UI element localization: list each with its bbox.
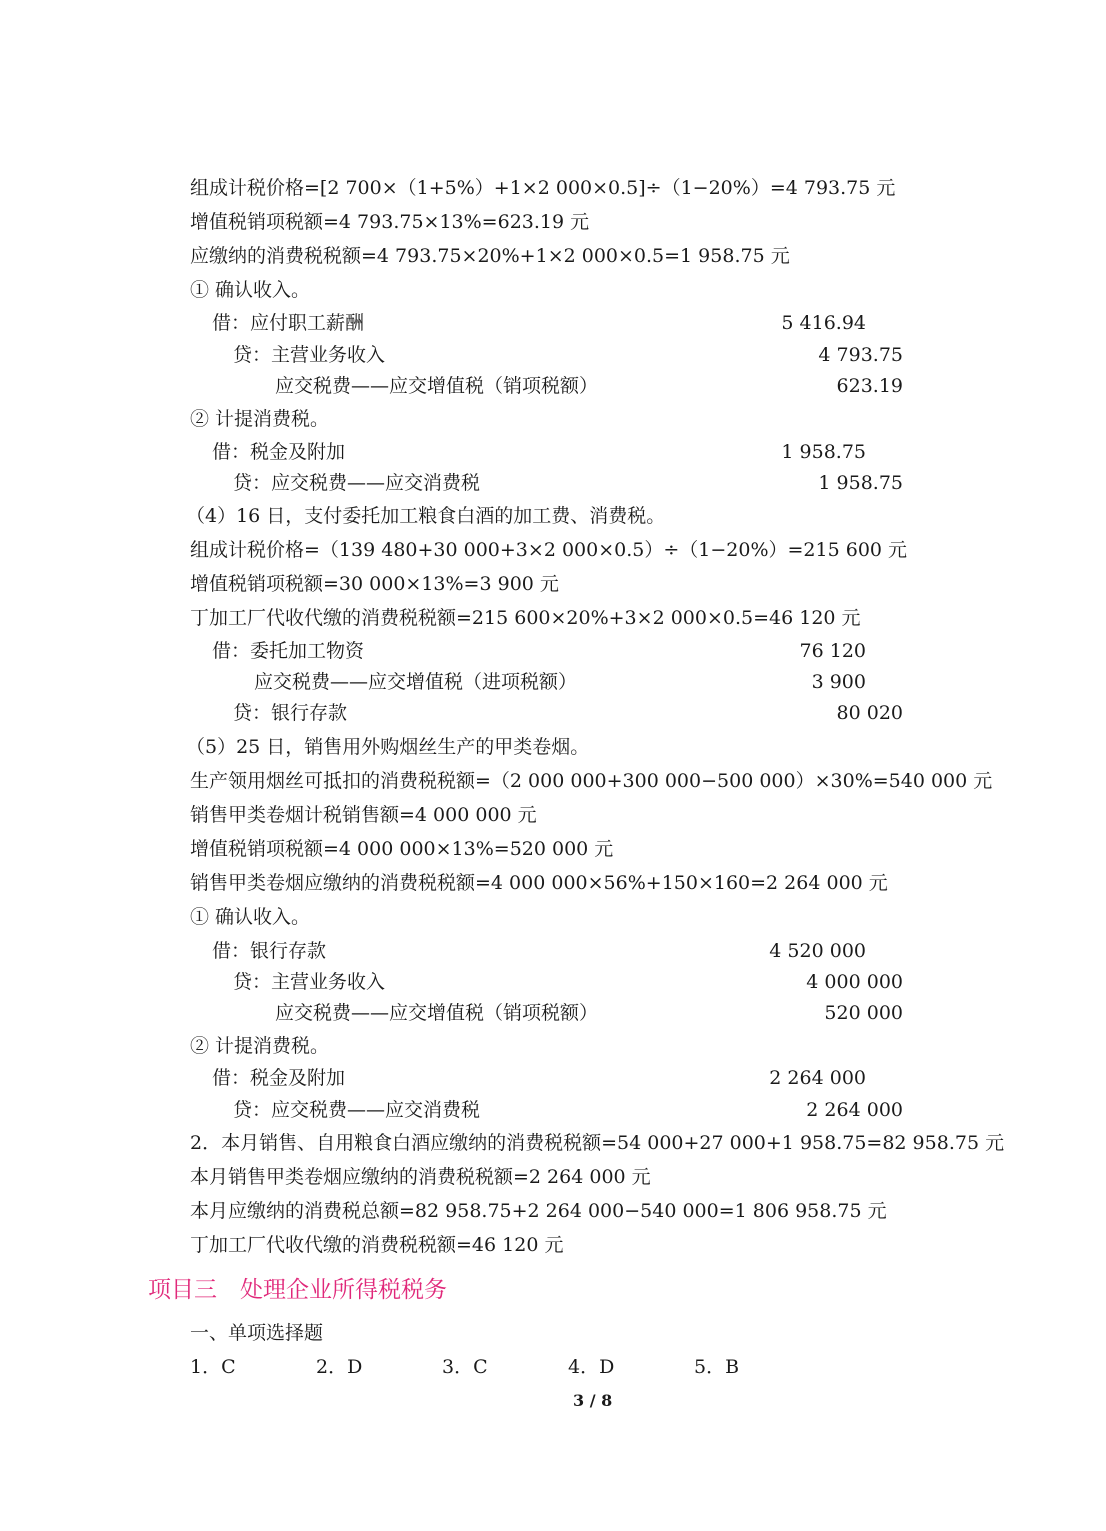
- text-line: ② 计提消费税。: [190, 1035, 330, 1057]
- text-line: 本月销售甲类卷烟应缴纳的消费税税额=2 264 000 元: [190, 1166, 651, 1188]
- journal-credit-account: 贷：主营业务收入: [233, 344, 386, 366]
- answer-item: 4．D: [568, 1356, 615, 1378]
- journal-amount: 80 020: [836, 702, 903, 724]
- journal-amount: 623.19: [836, 375, 903, 397]
- text-line: ① 确认收入。: [190, 279, 311, 301]
- answer-item: 1．C: [190, 1356, 236, 1378]
- text-line: 增值税销项税额=4 793.75×13%=623.19 元: [190, 211, 590, 233]
- journal-amount: 2 264 000: [769, 1067, 866, 1089]
- journal-amount: 1 958.75: [781, 441, 866, 463]
- journal-debit-account: 借：应付职工薪酬: [212, 312, 365, 334]
- journal-amount: 3 900: [811, 671, 866, 693]
- text-line: 销售甲类卷烟应缴纳的消费税税额=4 000 000×56%+150×160=2 264 000 元: [190, 872, 888, 894]
- text-line: 组成计税价格=（139 480+30 000+3×2 000×0.5）÷（1−20%）=215 600 元: [190, 539, 908, 561]
- text-line: 丁加工厂代收代缴的消费税税额=215 600×20%+3×2 000×0.5=46 120 元: [190, 607, 861, 629]
- text-line: 销售甲类卷烟计税销售额=4 000 000 元: [190, 804, 537, 826]
- journal-debit-account: 借：银行存款: [212, 940, 327, 962]
- text-line: （5）25 日，销售用外购烟丝生产的甲类卷烟。: [186, 736, 590, 758]
- journal-amount: 4 520 000: [769, 940, 866, 962]
- text-line: 2．本月销售、自用粮食白酒应缴纳的消费税税额=54 000+27 000+1 958.75=82 958.75 元: [190, 1132, 1005, 1154]
- journal-amount: 1 958.75: [818, 472, 903, 494]
- journal-amount: 76 120: [799, 640, 866, 662]
- answer-item: 5．B: [694, 1356, 740, 1378]
- journal-credit-account: 应交税费——应交增值税（销项税额）: [275, 1002, 599, 1024]
- text-line: 丁加工厂代收代缴的消费税税额=46 120 元: [190, 1234, 564, 1256]
- text-line: （4）16 日，支付委托加工粮食白酒的加工费、消费税。: [186, 505, 666, 527]
- page-number: 3 / 8: [573, 1391, 613, 1410]
- journal-amount: 520 000: [824, 1002, 903, 1024]
- journal-debit-account: 借：税金及附加: [212, 441, 346, 463]
- text-line: 组成计税价格=[2 700×（1+5%）+1×2 000×0.5]÷（1−20%）=4 793.75 元: [190, 177, 896, 199]
- journal-debit-account: 应交税费——应交增值税（进项税额）: [254, 671, 578, 693]
- journal-amount: 4 793.75: [818, 344, 903, 366]
- journal-credit-account: 应交税费——应交增值税（销项税额）: [275, 375, 599, 397]
- journal-amount: 5 416.94: [781, 312, 866, 334]
- text-line: ② 计提消费税。: [190, 408, 330, 430]
- journal-amount: 4 000 000: [806, 971, 903, 993]
- journal-debit-account: 借：委托加工物资: [212, 640, 365, 662]
- text-line: 增值税销项税额=30 000×13%=3 900 元: [190, 573, 559, 595]
- section-heading: 项目三 处理企业所得税税务: [148, 1277, 447, 1303]
- text-line: 生产领用烟丝可抵扣的消费税税额=（2 000 000+300 000−500 000）×30%=540 000 元: [190, 770, 993, 792]
- journal-credit-account: 贷：应交税费——应交消费税: [233, 1099, 481, 1121]
- section-subheading: 一、单项选择题: [190, 1322, 324, 1344]
- answer-item: 2．D: [316, 1356, 363, 1378]
- text-line: 增值税销项税额=4 000 000×13%=520 000 元: [190, 838, 614, 860]
- journal-debit-account: 借：税金及附加: [212, 1067, 346, 1089]
- journal-credit-account: 贷：应交税费——应交消费税: [233, 472, 481, 494]
- text-line: ① 确认收入。: [190, 906, 311, 928]
- journal-credit-account: 贷：银行存款: [233, 702, 348, 724]
- text-line: 应缴纳的消费税税额=4 793.75×20%+1×2 000×0.5=1 958.75 元: [190, 245, 790, 267]
- journal-amount: 2 264 000: [806, 1099, 903, 1121]
- text-line: 本月应缴纳的消费税总额=82 958.75+2 264 000−540 000=1 806 958.75 元: [190, 1200, 887, 1222]
- answer-item: 3．C: [442, 1356, 488, 1378]
- journal-credit-account: 贷：主营业务收入: [233, 971, 386, 993]
